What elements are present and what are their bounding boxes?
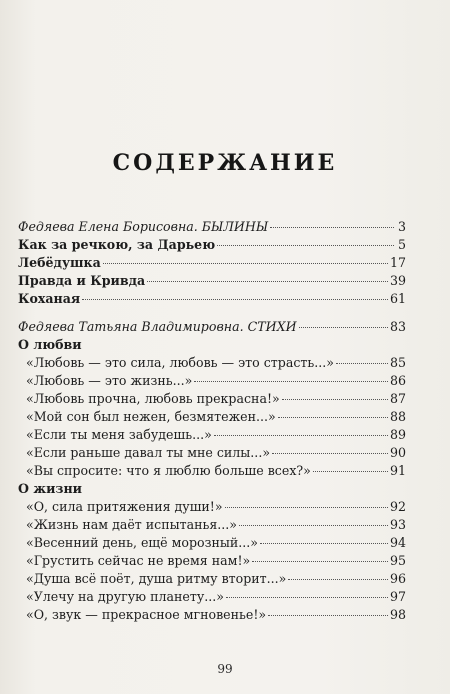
leader-dots xyxy=(282,399,388,400)
leader-dots xyxy=(299,327,388,328)
toc-entry-label: «О, звук — прекрасное мгновенье!» xyxy=(26,607,267,622)
leader-dots xyxy=(239,525,388,526)
toc-entry xyxy=(18,462,406,480)
toc-entry-label: «Если ты меня забудешь...» xyxy=(26,427,212,442)
toc-entry xyxy=(18,498,406,516)
toc-entry-label: «Мой сон был нежен, безмятежен...» xyxy=(26,409,276,424)
toc-entry-label: «Любовь — это сила, любовь — это страсть...» xyxy=(26,355,334,370)
toc-entry xyxy=(18,290,406,308)
toc-entry-label: Как за речкою, за Дарьею xyxy=(18,237,216,252)
toc-part-byliny xyxy=(18,218,406,308)
toc-entry-page: 61 xyxy=(389,291,406,306)
toc-entry xyxy=(18,408,406,426)
toc-entry-label: «Грустить сейчас не время нам!» xyxy=(26,553,251,568)
toc-entry-author2 xyxy=(18,318,406,336)
toc-entry-page: 39 xyxy=(389,273,406,288)
toc-entry-page: 97 xyxy=(389,589,406,604)
toc-entry-label: «Любовь — это жизнь...» xyxy=(26,373,193,388)
toc-entry xyxy=(18,236,406,254)
toc-entry xyxy=(18,254,406,272)
toc-entry-label: Федяева Татьяна Владимировна. СТИХИ xyxy=(18,319,297,334)
toc-entry xyxy=(18,272,406,290)
leader-dots xyxy=(268,615,388,616)
toc-entry-label: «Весенний день, ещё морозный...» xyxy=(26,535,258,550)
toc-entry xyxy=(18,444,406,462)
toc-entry-label: «Улечу на другую планету...» xyxy=(26,589,224,604)
toc-entry-page: 87 xyxy=(389,391,406,406)
leader-dots xyxy=(270,227,394,228)
leader-dots xyxy=(272,453,388,454)
toc-entry-page: 90 xyxy=(389,445,406,460)
page-title: СОДЕРЖАНИЕ xyxy=(112,150,338,176)
leader-dots xyxy=(103,263,388,264)
toc-entry-page: 89 xyxy=(389,427,406,442)
toc-entry-page: 85 xyxy=(389,355,406,370)
toc-entry-page: 5 xyxy=(397,237,406,252)
toc-entry-label: «Если раньше давал ты мне силы...» xyxy=(26,445,271,460)
toc-entry xyxy=(18,426,406,444)
toc-entry-page: 86 xyxy=(389,373,406,388)
toc-entry-page: 94 xyxy=(389,535,406,550)
leader-dots xyxy=(194,381,388,382)
section-heading-love: О любви xyxy=(18,337,82,352)
toc-entry xyxy=(18,552,406,570)
toc-entry xyxy=(18,390,406,408)
toc-list-love xyxy=(18,354,406,480)
toc-entry-label: Правда и Кривда xyxy=(18,273,146,288)
toc-entry-page: 83 xyxy=(389,319,406,334)
leader-dots xyxy=(217,245,394,246)
leader-dots xyxy=(288,579,388,580)
toc-entry-page: 3 xyxy=(397,219,406,234)
toc-list-life xyxy=(18,498,406,624)
toc-entry xyxy=(18,588,406,606)
toc-entry xyxy=(18,534,406,552)
toc-entry-page: 96 xyxy=(389,571,406,586)
leader-dots xyxy=(147,281,388,282)
section-heading-life: О жизни xyxy=(18,481,83,496)
leader-dots xyxy=(278,417,388,418)
toc-entry xyxy=(18,606,406,624)
leader-dots xyxy=(214,435,388,436)
toc-entry-label: «Душа всё поёт, душа ритму вторит...» xyxy=(26,571,287,586)
toc-entry-label: Лебёдушка xyxy=(18,255,101,270)
toc-entry xyxy=(18,218,406,236)
toc-entry xyxy=(18,570,406,588)
toc-entry xyxy=(18,354,406,372)
leader-dots xyxy=(225,507,388,508)
leader-dots xyxy=(313,471,388,472)
toc-entry xyxy=(18,516,406,534)
toc-entry-label: «О, сила притяжения души!» xyxy=(26,499,223,514)
toc-entry-label: «Вы спросите: что я люблю больше всех?» xyxy=(26,463,311,478)
leader-dots xyxy=(336,363,388,364)
toc-entry-label: «Жизнь нам даёт испытанья...» xyxy=(26,517,238,532)
toc-entry-page: 91 xyxy=(389,463,406,478)
toc-entry-label: «Любовь прочна, любовь прекрасна!» xyxy=(26,391,280,406)
table-of-contents xyxy=(18,218,406,624)
toc-entry-page: 95 xyxy=(389,553,406,568)
toc-entry-page: 93 xyxy=(389,517,406,532)
leader-dots xyxy=(82,299,388,300)
toc-entry-page: 98 xyxy=(389,607,406,622)
toc-entry xyxy=(18,372,406,390)
toc-entry-label: Коханая xyxy=(18,291,81,306)
leader-dots xyxy=(252,561,388,562)
toc-entry-page: 88 xyxy=(389,409,406,424)
toc-entry-label: Федяева Елена Борисовна. БЫЛИНЫ xyxy=(18,219,269,234)
leader-dots xyxy=(260,543,388,544)
page-number: 99 xyxy=(217,662,233,676)
leader-dots xyxy=(226,597,388,598)
toc-entry-page: 17 xyxy=(389,255,406,270)
toc-entry-page: 92 xyxy=(389,499,406,514)
